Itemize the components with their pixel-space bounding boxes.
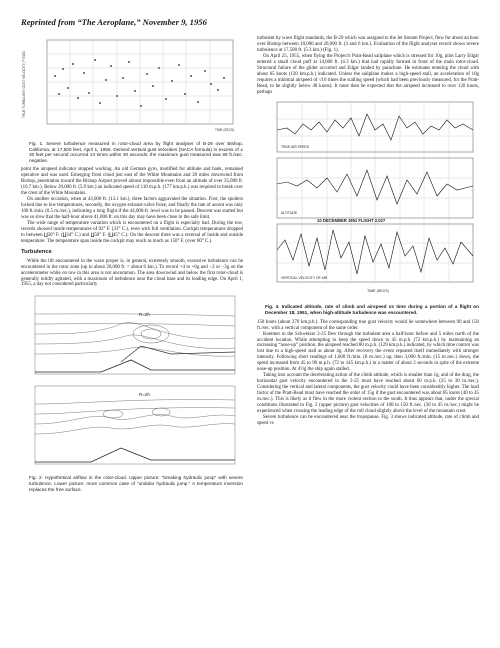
figure-1-caption: Fig. 1. Severe turbulence measured in rotor-cloud area by flight analyser of B-29 over Bishop, California, at 17,500 feet, April 1, 1955. Derived vertical gust velocities (NACA formula) in excess of ± 30 feet per second occurred 13 times within 30 seconds; the maximum gust measured was 69 ft./sec. negative. (29, 140, 243, 163)
right-paragraph-5: Taking into account the decelerating action of the climb attitude, which is smaller than 1g, and of the drag, the horizontal gust velocity encountered in the 2-25 must have reached about 60 m.p.h. (25 to 30 m./sec.). Considering the vertical and lateral components, the gust velocity could have been considerably higher. The load factor of the Pratt-Read must have reached the order of 15g if the gust encountered was about 85 knots (40 to 45 m./sec.). This is likely as it flew in the more violent section to the south. It thus appears that, under the special conditions illustrated in Fig. 2 (upper picture) gust velocities of 100 to 150 ft./sec. (30 to 45 m./sec.) might be experienced when crossing the leading edge of the roll cloud slightly above the level of the mountain crest. (257, 373, 479, 414)
figure-3-panel-2-label: ALTITUDE (281, 210, 298, 215)
right-column (257, 36, 479, 427)
right-paragraph-6: Severe turbulence can be encountered near the tropopause. Fig. 3 shows indicated altitude, rate of climb and speed vs (257, 414, 479, 426)
figure-1-x-label: TIME (SECS) (215, 128, 235, 132)
figure-3 (257, 100, 479, 316)
figure-1-y-label: TRUE TURBULENT GUST VELOCITY, FT/SEC (22, 50, 26, 118)
figure-3-panel-1-label: TRUE AIR SPEED (281, 144, 310, 149)
page-body (21, 36, 479, 634)
figure-1 (21, 36, 243, 163)
right-paragraph-1: turbulent by wave flight standards, the B-29 which was assigned to the Jet Stream Project, flew for about an hour over Bishop between 10,000 and 20,000 ft. (3 and 6 km.). Evaluation of the flight analyser record shows severe turbulence at 17,500 ft. (5.3 km.) (Fig. 1). (257, 36, 479, 53)
left-paragraph-2: On another occasion, when at 43,000 ft. (13.1 km.), three factors aggravated the situation. First, the spoilers locked due to low temperatures, secondly, the oxygen exhaust-valve froze, and finally the rate of ascent was only 100 ft./min. (0.5 m./sec.), indicating a long flight if the 44,000-ft. level was to be passed. Descent was started but was so slow that the half-hour above 41,000 ft. on this day may have been close to the safe limit. (21, 197, 243, 220)
running-header: Reprinted from “The Aeroplane,” November 9, 1956 (21, 17, 207, 27)
right-paragraph-3: 150 knots (about 270 km.p.h.). The corresponding true gust velocity would lie somewhere between 90 and 150 ft./sec. with a vertical component of the same order. (257, 319, 479, 331)
figure-3-panel-3-label: VERTICAL VELOCITY OF AIR (281, 275, 328, 280)
figure-2 (21, 294, 243, 492)
figure-1-chart (21, 36, 243, 136)
left-paragraph-3: The wide range of temperature variation which is encountered on a flight is especially bad. During the tow, records showed inside temperatures of 92° F. (33° C.), even with full ventilation. Cockpit temperatures dropped to between ∐30° F. (∐34° C.) and ∐50° F. (∐45° C.). On the descent there was a reversal of inside and outside temperature. The temperature span inside the cockpit may reach as much as 150° F. (over 80° C.). (21, 220, 243, 244)
section-heading-turbulence: Turbulence (21, 248, 52, 255)
left-paragraph-1: point the airspeed indicator stopped working. An old German gyro, modified for altitude and bank, remained operative and was used. Emerging from cloud just east of the White Mountains and 20 miles downwind from Bishop, penetration toward the Bishop Airport proved almost impossible even from an altitude of over 35,000 ft. (10.7 km.). Below 20,000 ft. (5.9 km.) an indicated speed of 110 m.p.h. (177 km.p.h.) was required to break over the crest of the White Mountains. (21, 167, 243, 197)
figure-3-panel-2-title: 10 DECEMBER 1951 FLIGHT 2,027 (317, 217, 386, 223)
figure-2-diagram (21, 294, 243, 470)
figure-2-caption: Fig. 2. Hypothetical airflow in the rotor-cloud. Upper picture: “breaking hydraulic jump” with severe turbulence. Lower picture: more common case of “undular hydraulic jump.” A temperature inversion replaces the free surface. (29, 475, 243, 492)
left-column (21, 36, 243, 496)
left-paragraph-4: While the lift encountered in the wave proper is, in general, extremely smooth, excessive turbulence can be encountered in the rotor zone (up to about 20,000 ft. = about 6 km.). To record +4 to +6g and −2 or −3g on the accelerometer while on tow in this area is not uncommon. The area downwind and below the first rotor-cloud is generally mildly agitated, with a maximum of turbulence near the cloud base and its leading edge. On April 1, 1955, a day not considered particularly (21, 258, 243, 288)
figure-3-x-label: TIME (SECS) (367, 288, 389, 293)
right-paragraph-2: On April 25, 1955, when flying the Project's Pratt-Read sailplane which is stressed for 10g, pilot Larry Edgar entered a small cloud puff at 14,000 ft. (4.3 km.) that had rapidly formed in front of the main rotor-cloud. Structural failure of the glider occurred and Edgar landed by parachute. He estimates entering the cloud with about 65 knots (120 km.p.h.) indicated. Unless the sailplane makes a high-speed stall, an acceleration of 10g requires a minimal airspeed of √10 times the stalling speed (which had been previously measured, for the Pratt-Read, to be slightly below 40 knots). It must then be expected that the airspeed increased to over 120 knots, perhaps (257, 53, 479, 95)
figure-3-caption: Fig. 3. Indicated altitude, rate of climb and airspeed vs time during a portion of a flight on December 18, 1951, when high-altitude turbulence was encountered. (265, 304, 479, 316)
figure-2-label-upper: R=2h (139, 312, 150, 318)
figure-2-label-lower: R=2h (139, 392, 150, 398)
figure-3-chart (257, 100, 479, 300)
right-paragraph-4: Koettner in the Schweizer 2-25 flew through the turbulent area a half-hour before and 5 miles north of the accident location. While attempting to keep the speed down to 45 m.p.h. (72 km.p.h.) by maintaining an increasing “nose-up” position, the airspeed reached 80 m.p.h. (129 km.p.h.) indicated, by which time control was lost due to a high-speed stall at about 4g. After recovery the event repeated itself immediately with stronger intensity. Following short readings of 1,600 ft./min. (8 m./sec.) up, then 3,000 ft./min. (15 m./sec.) down, the speed increased from 45 to 90 m.p.h. (72 to 145 km.p.h.) in a matter of about 2 seconds in spite of the extreme nose-up position. At 4½g the ship again stalled. (257, 331, 479, 373)
